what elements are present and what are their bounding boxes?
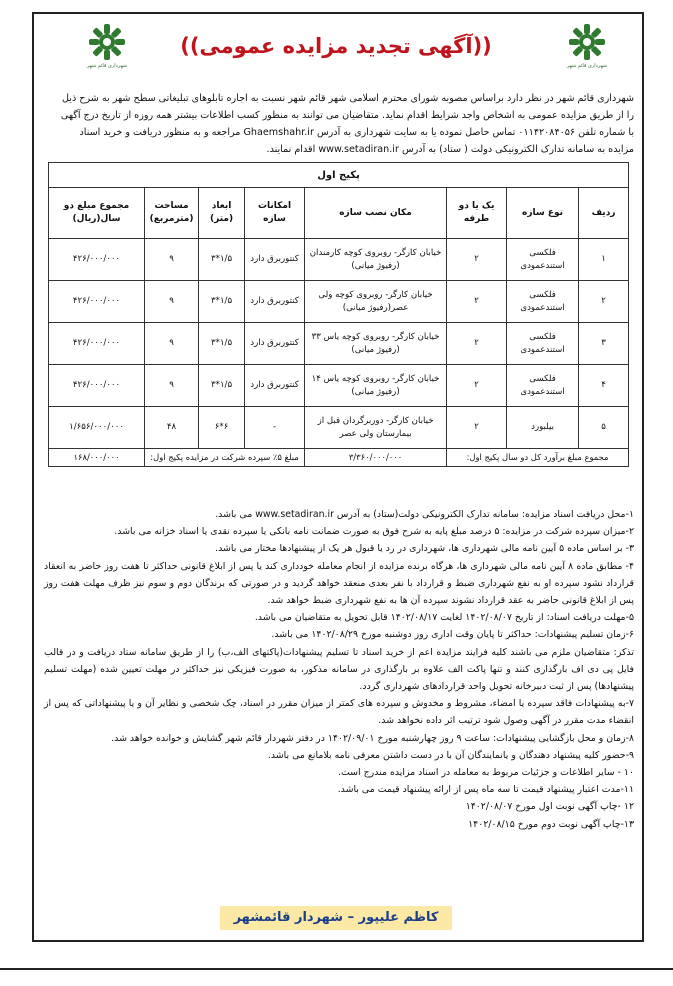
header-total: مجموع مبلغ دو سال(ریال) [49, 188, 145, 239]
header-facilities: امکانات سازه [245, 188, 305, 239]
cell-total: ۴۲۶/۰۰۰/۰۰۰ [49, 281, 145, 323]
cell-type: فلکسی استندعمودی [507, 323, 579, 365]
table-row [49, 365, 629, 407]
cell-area: ۹ [145, 281, 199, 323]
cell-no: ۱ [579, 239, 629, 281]
condition-item: ۲-میزان سپرده شرکت در مزایده: ۵ درصد مبلغ پایه به شرح فوق به صورت ضمانت نامه بانکی یا سپرده نقدی یا اسناد خزانه می باشد. [114, 526, 634, 538]
auction-table [48, 162, 629, 467]
cell-location: خیابان کارگر- روبروی کوچه کارمندان (رفیوژ میانی) [305, 239, 447, 281]
header-dims: ابعاد (متر) [199, 188, 245, 239]
cell-dims: ۱/۵*۳ [199, 323, 245, 365]
condition-item: ۸-زمان و محل بازگشایی پیشنهادات: ساعت ۹ روز چهارشنبه مورخ ۱۴۰۲/۰۹/۰۱ در دفتر شهردار قائم شهر گشایش و خوانده خواهد شد. [111, 732, 634, 744]
header-row-no: ردیف [579, 188, 629, 239]
cell-sides: ۲ [447, 281, 507, 323]
cell-area: ۹ [145, 365, 199, 407]
cell-dims: ۱/۵*۳ [199, 365, 245, 407]
cell-type: فلکسی استندعمودی [507, 365, 579, 407]
cell-facilities: کنتوربرق دارد [245, 281, 305, 323]
cell-total: ۱/۶۵۶/۰۰۰/۰۰۰ [49, 407, 145, 449]
cell-no: ۴ [579, 365, 629, 407]
cell-facilities: کنتوربرق دارد [245, 239, 305, 281]
condition-item: ۱۱-مدت اعتبار پیشنهاد قیمت تا سه ماه پس از ارائه پیشنهاد قیمت می باشد. [337, 784, 634, 796]
header-sides: یک یا دو طرفه [447, 188, 507, 239]
cell-location: خیابان کارگر- دوربرگردان قبل از بیمارستان ولی عصر [305, 407, 447, 449]
municipality-emblem-icon [87, 22, 127, 62]
condition-item: ۹-حضور کلیه پیشنهاد دهندگان و یانمایندگان آن با در دست داشتن معرفی نامه بلامانع می باشد. [267, 749, 634, 761]
condition-item: ۴- مطابق ماده ۸ آیین نامه مالی شهرداری ها، هرگاه برنده مزایده از انجام معامله خودداری کند یا پس از ابلاغ قانونی حداکثر تا هفت روز حاضر به انعقاد قرارداد نشود سپرده او به نفع شهرداری ضبط و قرارداد با نفر بعدی منعقد خواهد گردید و در صورتی که برندگان دوم و سوم نیز ظرف مهلت هفت روز پس از ابلاغ قانونی حاضر به عقد قرارداد نشوند سپرده آن ها به نفع شهرداری ضبط خواهد شد. [44, 560, 634, 607]
estimate-label: مجموع مبلغ برآورد کل دو سال پکیج اول: [447, 449, 629, 467]
cell-total: ۴۲۶/۰۰۰/۰۰۰ [49, 239, 145, 281]
cell-sides: ۲ [447, 323, 507, 365]
intro-line: مزایده به سامانه تدارک الکترونیکی دولت ( ستاد) به آدرس www.setadiran.ir اقدام نمایند. [266, 144, 634, 155]
cell-facilities: کنتوربرق دارد [245, 323, 305, 365]
header-area: مساحت (مترمربع) [145, 188, 199, 239]
condition-item: ۱۳-چاپ آگهی نوبت دوم مورخ ۱۴۰۲/۰۸/۱۵ [468, 818, 634, 830]
cell-no: ۲ [579, 281, 629, 323]
page-title: ((آگهی تجدید مزایده عمومی)) [180, 34, 492, 58]
cell-sides: ۲ [447, 239, 507, 281]
cell-dims: ۱/۵*۳ [199, 281, 245, 323]
package-title: پکیج اول [49, 163, 629, 188]
condition-item: ۱۰ - سایر اطلاعات و جزئیات مربوط به معامله در اسناد مزایده مندرج است. [337, 767, 634, 779]
municipality-logo-left [80, 22, 134, 82]
cell-dims: ۶*۶ [199, 407, 245, 449]
municipality-emblem-icon [567, 22, 607, 62]
cell-type: فلکسی استندعمودی [507, 239, 579, 281]
cell-no: ۵ [579, 407, 629, 449]
header-type: نوع سازه [507, 188, 579, 239]
deposit-label: مبلغ ۵٪ سپرده شرکت در مزایده پکیج اول: [145, 449, 305, 467]
cell-area: ۹ [145, 323, 199, 365]
table-row [49, 407, 629, 449]
header-location: مکان نصب سازه [305, 188, 447, 239]
bottom-divider [0, 968, 673, 970]
intro-paragraph [44, 90, 634, 158]
mayor-signature: کاظم علیپور – شهردار قائمشهر [220, 906, 452, 930]
cell-type: بیلبورد [507, 407, 579, 449]
condition-item: ۷-به پیشنهادات فاقد سپرده یا امضاء، مشروط و مخدوش و سپرده های کمتر از میزان مقرر در اسناد، چک شخصی و نظایر آن و یا پیشنهاداتی که پس از انقضاء مدت مقرر در آگهی وصول شود ترتیب اثر داده نخواهد شد. [44, 698, 634, 727]
intro-line: با شماره تلفن ۰۱۱۴۲۰۸۴۰۵۶ تماس حاصل نموده یا به سایت شهرداری به آدرس Ghaemshahr.ir مراجعه و به منظور دریافت و خرید اسناد [79, 127, 634, 138]
condition-item: ۱-محل دریافت اسناد مزایده: سامانه تدارک الکترونیکی دولت(ستاد) به آدرس www.setadiran.ir می باشد. [215, 509, 634, 520]
intro-line: را از طریق مزایده عمومی به اشخاص واجد شرایط اقدام نماید. متقاضیان می توانند به منظور کسب اطلاعات بیشتر همه روزه از تاریخ درج آگهی [60, 110, 634, 121]
estimate-value: ۳/۳۶۰/۰۰۰/۰۰۰ [305, 449, 447, 467]
cell-sides: ۲ [447, 365, 507, 407]
summary-row [49, 449, 629, 467]
condition-item: ۶-زمان تسلیم پیشنهادات: حداکثر تا پایان وقت اداری روز دوشنبه مورخ ۱۴۰۲/۰۸/۲۹ می باشد. [271, 629, 634, 641]
condition-item: تذکر: متقاضیان ملزم می باشند کلیه فرایند مزایده اعم از خرید اسناد تا تسلیم پیشنهادات(پاکتهای الف،ب) را از طریق سامانه ستاد دریافت و در قالب فایل پی دی اف بارگذاری کنند و تنها پاکت الف علاوه بر بارگذاری در سامانه مذکور، به صورت فیزیکی نیز حداکثر در مهلت تعیین شده (مهلت تسلیم پیشنهادها) پس از ثبت دبیرخانه تحویل واحد قراردادهای شهرداری گردد. [44, 646, 634, 693]
deposit-value: ۱۶۸/۰۰۰/۰۰۰ [49, 449, 145, 467]
intro-line: شهرداری قائم شهر در نظر دارد براساس مصوبه شورای محترم اسلامی شهر قائم شهر نسبت به اجاره تابلوهای تبلیغاتی سطح شهر به شرح ذیل [62, 93, 634, 104]
table-header-row [49, 188, 629, 239]
condition-item: ۵-مهلت دریافت اسناد: از تاریخ ۱۴۰۲/۰۸/۰۷ لغایت ۱۴۰۲/۰۸/۱۷ قابل تحویل به متقاضیان می باشد. [254, 612, 634, 624]
conditions-list [44, 506, 634, 833]
cell-no: ۳ [579, 323, 629, 365]
cell-location: خیابان کارگر- روبروی کوچه ولی عصر(رفیوژ میانی) [305, 281, 447, 323]
cell-location: خیابان کارگر- روبروی کوچه یاس ۳۳ (رفیوژ میانی) [305, 323, 447, 365]
cell-area: ۴۸ [145, 407, 199, 449]
table-row [49, 239, 629, 281]
cell-facilities: - [245, 407, 305, 449]
cell-area: ۹ [145, 239, 199, 281]
municipality-logo-right [560, 22, 614, 82]
cell-location: خیابان کارگر- روبروی کوچه یاس ۱۴ (رفیوژ میانی) [305, 365, 447, 407]
cell-facilities: کنتوربرق دارد [245, 365, 305, 407]
cell-total: ۴۲۶/۰۰۰/۰۰۰ [49, 323, 145, 365]
cell-dims: ۱/۵*۳ [199, 239, 245, 281]
logo-caption: شهرداری قائم شهر [86, 63, 128, 69]
condition-item: ۱۲ -چاپ آگهی نوبت اول مورخ ۱۴۰۲/۰۸/۰۷ [465, 801, 634, 813]
logo-caption: شهرداری قائم شهر [566, 63, 608, 69]
table-row [49, 281, 629, 323]
cell-sides: ۲ [447, 407, 507, 449]
condition-item: ۳- بر اساس ماده ۵ آیین نامه مالی شهرداری ها، شهرداری در رد یا قبول هر یک از پیشنهادها مختار می باشد. [215, 543, 634, 555]
table-row [49, 323, 629, 365]
cell-total: ۴۲۶/۰۰۰/۰۰۰ [49, 365, 145, 407]
cell-type: فلکسی استندعمودی [507, 281, 579, 323]
